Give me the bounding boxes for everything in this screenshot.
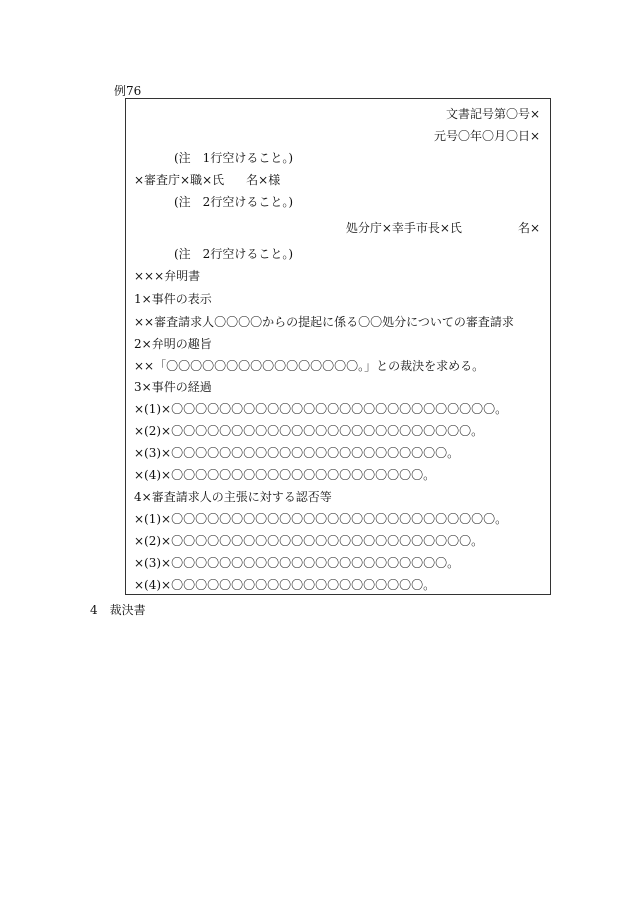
section-2-heading: 2×弁明の趣旨 — [134, 337, 212, 351]
section-3-heading: 3×事件の経過 — [134, 380, 212, 394]
section-4-line-3: ×(3)×〇〇〇〇〇〇〇〇〇〇〇〇〇〇〇〇〇〇〇〇〇〇〇。 — [134, 556, 460, 570]
section-4-line-4: ×(4)×〇〇〇〇〇〇〇〇〇〇〇〇〇〇〇〇〇〇〇〇〇。 — [134, 578, 436, 592]
section-3-line-3: ×(3)×〇〇〇〇〇〇〇〇〇〇〇〇〇〇〇〇〇〇〇〇〇〇〇。 — [134, 446, 460, 460]
sender — [346, 221, 540, 235]
doc-number: 文書記号第〇号× — [445, 107, 540, 121]
section-4-line-1: ×(1)×〇〇〇〇〇〇〇〇〇〇〇〇〇〇〇〇〇〇〇〇〇〇〇〇〇〇〇。 — [134, 512, 508, 526]
section-1-heading: 1×事件の表示 — [134, 292, 212, 306]
doc-title: ×××弁明書 — [134, 269, 201, 283]
addressee-suffix: 名×様 — [246, 173, 281, 187]
doc-date: 元号〇年〇月〇日× — [433, 129, 540, 143]
sender-prefix: 処分庁×幸手市長×氏 — [345, 221, 462, 235]
note-1: (注 1行空けること。) — [174, 151, 293, 165]
section-3-line-4: ×(4)×〇〇〇〇〇〇〇〇〇〇〇〇〇〇〇〇〇〇〇〇〇。 — [134, 468, 436, 482]
section-3-line-1: ×(1)×〇〇〇〇〇〇〇〇〇〇〇〇〇〇〇〇〇〇〇〇〇〇〇〇〇〇〇。 — [134, 402, 508, 416]
addressee-prefix: ×審査庁×職×氏 — [134, 173, 225, 187]
next-section-heading: 4 裁決書 — [90, 603, 146, 617]
note-3: (注 2行空けること。) — [174, 247, 293, 261]
example-label: 例76 — [114, 84, 142, 98]
document-frame — [125, 98, 551, 595]
section-4-heading: 4×審査請求人の主張に対する認否等 — [134, 490, 332, 504]
section-4-line-2: ×(2)×〇〇〇〇〇〇〇〇〇〇〇〇〇〇〇〇〇〇〇〇〇〇〇〇〇。 — [134, 534, 484, 548]
section-1-line-1: ××審査請求人〇〇〇〇からの提起に係る〇〇処分についての審査請求 — [134, 315, 514, 329]
addressee — [134, 173, 280, 187]
section-3-line-2: ×(2)×〇〇〇〇〇〇〇〇〇〇〇〇〇〇〇〇〇〇〇〇〇〇〇〇〇。 — [134, 424, 484, 438]
note-2: (注 2行空けること。) — [174, 195, 293, 209]
sender-suffix: 名× — [517, 221, 540, 235]
section-2-line-1: ××「〇〇〇〇〇〇〇〇〇〇〇〇〇〇〇〇。」との裁決を求める。 — [134, 359, 485, 373]
